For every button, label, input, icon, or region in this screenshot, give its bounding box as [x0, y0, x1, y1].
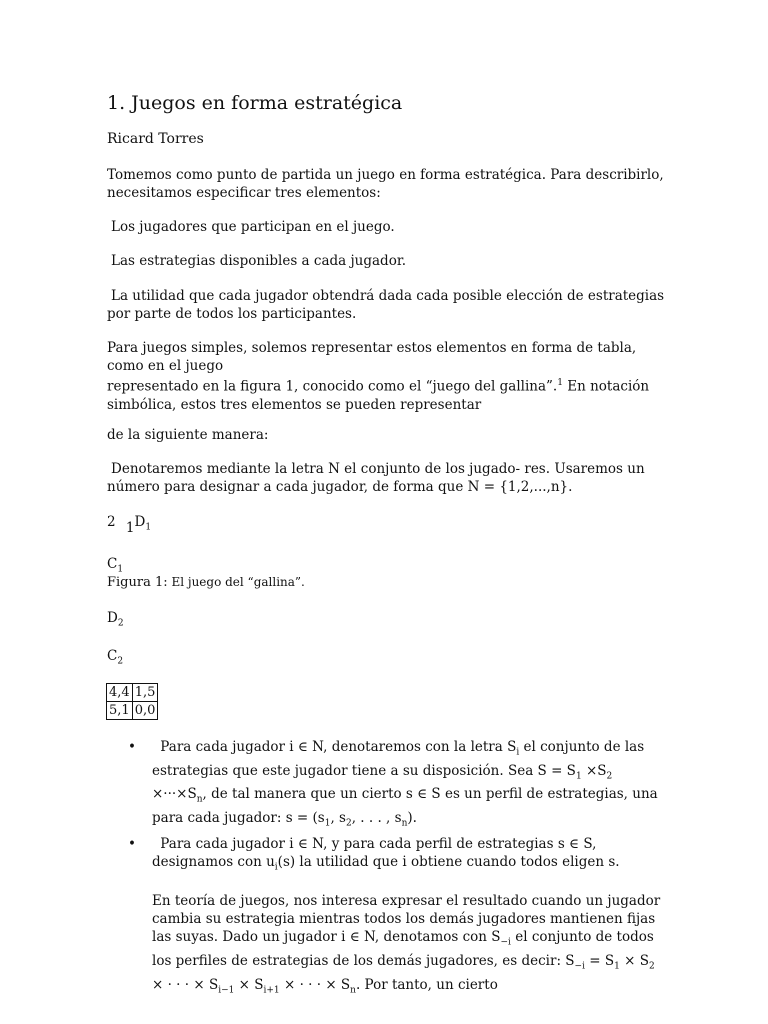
- player-2-label: 2: [107, 514, 116, 530]
- figure-player-labels: [107, 514, 152, 536]
- paragraph-figure-reference: [107, 374, 672, 414]
- strategy-c1-label: $C_1$: [107, 556, 124, 575]
- document-title: 1. Juegos en forma estratégica: [107, 92, 403, 114]
- footnote-marker: 1: [557, 378, 563, 388]
- player-1-label: 1: [125, 520, 135, 536]
- table-cell: 1,5: [132, 684, 158, 702]
- bullet-icon: •: [128, 835, 136, 852]
- paragraph-text: En notación simbólica, estos tres elementos se pueden representar: [107, 378, 650, 413]
- list-item-text: Los jugadores que participan en el juego.: [111, 219, 395, 235]
- strategy-d1-label: $D_1$: [134, 514, 152, 533]
- table-row: [107, 684, 158, 702]
- list-item-utility: [107, 287, 672, 323]
- list-item-text: La utilidad que cada jugador obtendrá dada cada posible elección de estrategias por parte de todos los participantes.: [107, 288, 665, 322]
- figure-caption: [107, 575, 305, 590]
- list-item: • Para cada jugador i ∈ N, y para cada perfil de estrategias s ∈ S, designamos con $u_i(s)$ la utilidad que i obtiene cuando todos eligen s.: [128, 835, 620, 873]
- bullet-list: [128, 738, 668, 1000]
- table-cell: 5,1: [107, 702, 133, 720]
- intro-paragraph: Tomemos como punto de partida un juego en forma estratégica. Para describirlo, necesitamos especificar tres elementos:: [107, 167, 664, 201]
- list-item-text: Las estrategias disponibles a cada jugador.: [111, 253, 407, 269]
- payoff-table: [106, 683, 158, 720]
- table-cell: 0,0: [132, 702, 158, 720]
- list-item-text: Denotaremos mediante la letra N el conjunto de los jugado- res. Usaremos un número para designar a cada jugador, de forma que N = {1,2,...,n}.: [107, 461, 645, 495]
- table-cell: 4,4: [107, 684, 133, 702]
- caption-text: El juego del “gallina”.: [167, 575, 305, 589]
- list-item-strategies: [107, 252, 672, 270]
- theory-paragraph: En teoría de juegos, nos interesa expresar el resultado cuando un jugador cambia su estrategia mientras todos los demás jugadores mantienen fijas las suyas. Dado un jugador i ∈ N, denotamos con $S_{-i}$ el conjunto de todos los perfiles de estrategias de los demás jugadores, es decir: $S_{-i} = S_1 \times S_2$ × · · · × $S_{i-1} \times S_{i+1}$ × · · · × $S_n$. Por tanto, un cierto: [152, 893, 661, 996]
- strategy-d2-label: $D_2$: [107, 610, 124, 629]
- paragraph-simple-games: Para juegos simples, solemos representar estos elementos en forma de tabla, como en el juego: [107, 340, 637, 374]
- paragraph-manner: de la siguiente manera:: [107, 427, 269, 443]
- bullet-icon: •: [128, 739, 136, 755]
- paragraph-text: representado en la figura 1, conocido como el “juego del gallina”.: [107, 378, 558, 395]
- list-item: • Para cada jugador i ∈ N, denotaremos con la letra $S_i$ el conjunto de las estrategias que este jugador tiene a su disposición. Sea $S = S_1 \times S_2 \times\cdot\cdot\cdot\times S_n$, de tal manera que un cierto s ∈ S es un perfil de estrategias, una para cada jugador: $s = (s_1$, $s_2$, . . . , $s_n$).: [128, 739, 658, 829]
- author-name: Ricard Torres: [107, 131, 204, 147]
- list-item-players: [107, 218, 672, 236]
- strategy-c2-label: $C_2$: [107, 648, 124, 667]
- list-item-set-n: [107, 460, 672, 496]
- caption-label: Figura 1:: [107, 575, 168, 590]
- table-row: [107, 702, 158, 720]
